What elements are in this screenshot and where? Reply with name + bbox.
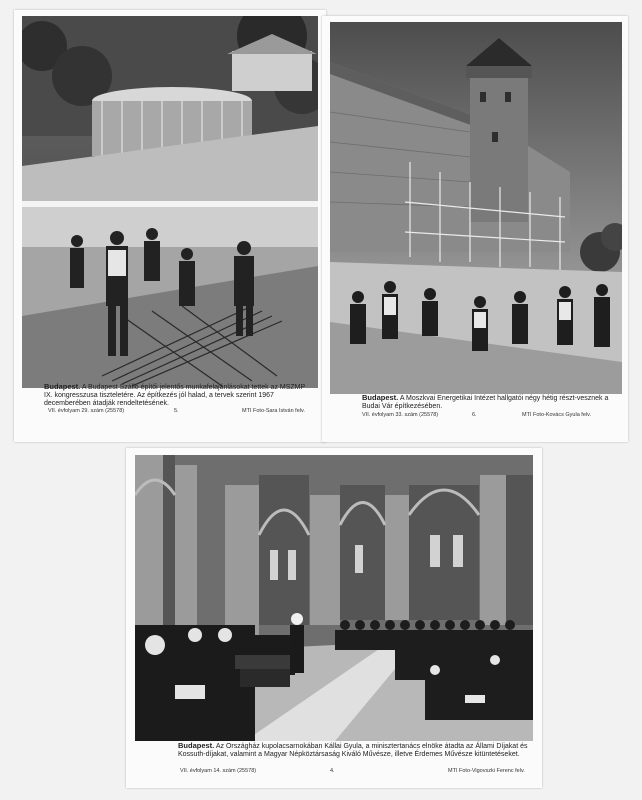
caption-city: Budapest. xyxy=(362,393,399,402)
photo-number: 4. xyxy=(330,768,335,774)
caption-meta-1 xyxy=(48,408,318,416)
construction-photo xyxy=(22,16,318,388)
photo-credit: MTI Foto-Vigovszki Ferenc felv. xyxy=(448,768,525,774)
caption-city: Budapest. xyxy=(178,741,215,750)
caption-city: Budapest. xyxy=(44,382,81,391)
caption-meta-2 xyxy=(362,412,620,420)
caption-meta-3 xyxy=(180,768,530,776)
caption-1 xyxy=(44,383,314,408)
photo-number: 6. xyxy=(472,412,477,418)
photo-credit: MTI Foto-Kovács Gyula felv. xyxy=(522,412,591,418)
issue-label: VII. évfolyam 29. szám (25578) xyxy=(48,408,125,414)
castle-photo xyxy=(330,22,622,394)
caption-2 xyxy=(362,394,620,411)
photo-card-3 xyxy=(126,448,542,788)
caption-3 xyxy=(178,742,530,759)
photo-number: 5. xyxy=(174,408,179,414)
issue-label: VII. évfolyam 14. szám (25578) xyxy=(180,768,257,774)
photo-card-2 xyxy=(322,16,628,442)
caption-text: A Budapest Szálló építői jelentős munkafelajánlásokat tettek az MSZMP IX. kongresszusa tiszteletére. Az építkezés jól halad, a tervek szerint 1967 decemberében átadják rendeltetésének. xyxy=(44,384,306,407)
issue-label: VII. évfolyam 33. szám (25578) xyxy=(362,412,439,418)
caption-text: Az Országház kupolacsarnokában Kállai Gyula, a minisztertanács elnöke átadta az Állami Díjakat és Kossuth-díjakat, valamint a Magyar Népköztársaság Kiváló Művésze, illetve Érdemes Művésze kitüntetéseket. xyxy=(178,743,528,758)
parliament-hall-photo xyxy=(135,455,533,741)
photo-credit: MTI Foto-Sara István felv. xyxy=(242,408,305,414)
caption-text: A Moszkvai Energetikai Intézet hallgatói négy hétig részt-vesznek a Budai Vár építkezésében. xyxy=(362,395,609,410)
photo-card-1 xyxy=(14,10,326,442)
